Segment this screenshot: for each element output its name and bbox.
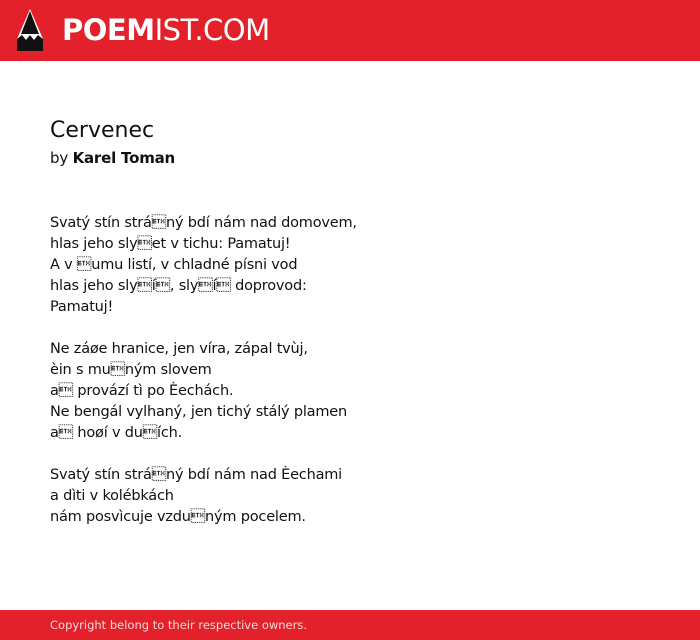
stanza <box>50 465 650 528</box>
poem-line: Ne bengál vylhaný, jen tichý stálý plamen <box>50 404 347 420</box>
pencil-tip-icon[interactable] <box>17 9 43 51</box>
brand-light: IST.COM <box>154 13 270 47</box>
poem-line: A v umu listí, v chladné písni vod <box>50 257 298 273</box>
brand-bold: POEM <box>62 13 155 47</box>
poem-body <box>50 213 650 528</box>
site-footer <box>0 610 700 640</box>
poem-line: nám posvìcuje vzduným pocelem. <box>50 509 306 525</box>
site-logo[interactable] <box>62 11 270 49</box>
copyright-text: Copyright belong to their respective owners. <box>50 618 308 632</box>
poem-line: a hoøí v duích. <box>50 425 183 441</box>
poem-line: Svatý stín stráný bdí nám nad domovem, <box>50 215 357 231</box>
stanza <box>50 339 650 444</box>
poem-line: a provází tì po Èechách. <box>50 383 234 399</box>
author-name[interactable]: Karel Toman <box>72 149 176 167</box>
byline <box>50 146 650 170</box>
poem-line: Ne záøe hranice, jen víra, zápal tvùj, <box>50 341 308 357</box>
poem-line: hlas jeho slyet v tichu: Pamatuj! <box>50 236 291 252</box>
by-label: by <box>50 149 68 167</box>
stanza <box>50 213 650 318</box>
poem-content <box>50 116 650 549</box>
poem-title: Cervenec <box>50 118 155 143</box>
poem-line: Svatý stín stráný bdí nám nad Èechami <box>50 467 343 483</box>
site-header <box>0 0 700 61</box>
poem-line: èin s muným slovem <box>50 362 212 378</box>
poem-line: Pamatuj! <box>50 299 114 315</box>
poem-line: a dìti v kolébkách <box>50 488 174 504</box>
poem-line: hlas jeho slyí, slyí doprovod: <box>50 278 307 294</box>
